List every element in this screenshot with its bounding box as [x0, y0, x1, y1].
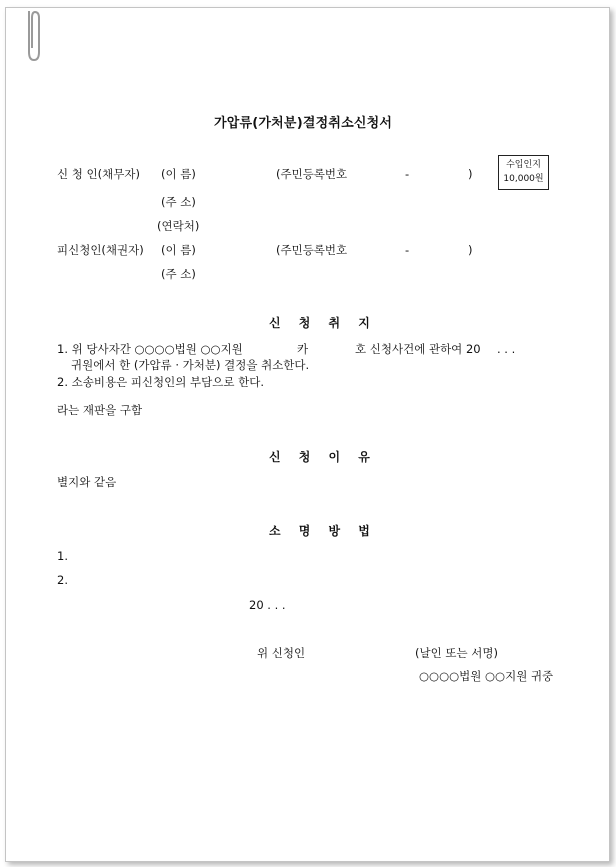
respondent-id-close: ): [468, 243, 473, 257]
footer-addressee: ○○○○법원 ○○지원 귀중: [419, 669, 554, 683]
document-title: 가압류(가처분)결정취소신청서: [214, 116, 393, 131]
respondent-role: 피신청인(채권자): [57, 243, 144, 257]
footer-date: 20 . . .: [249, 598, 286, 612]
purpose-heading: 신 청 취 지: [269, 316, 377, 330]
respondent-address-label: (주 소): [161, 267, 196, 281]
evidence-item1: 1.: [57, 549, 68, 563]
applicant-address-label: (주 소): [161, 195, 196, 209]
purpose-item1-date-dots: . . .: [497, 342, 516, 356]
reason-text: 별지와 같음: [57, 475, 117, 489]
stamp-amount: 10,000원: [503, 174, 544, 184]
respondent-id-label: (주민등록번호: [276, 243, 348, 257]
document-page: [5, 7, 610, 862]
purpose-item2: 2. 소송비용은 피신청인의 부담으로 한다.: [57, 375, 264, 389]
purpose-item1-text: 1. 위 당사자간 ○○○○법원 ○○지원: [57, 342, 243, 356]
applicant-role: 신 청 인(채무자): [57, 167, 140, 181]
purpose-closing: 라는 재판을 구함: [57, 403, 143, 417]
respondent-id-dash: -: [405, 243, 410, 257]
purpose-item1-case-type: 카: [297, 342, 309, 356]
applicant-name-label: (이 름): [161, 167, 196, 181]
applicant-id-dash: -: [405, 167, 410, 181]
applicant-contact-label: (연락처): [157, 219, 200, 233]
purpose-item1-case-suffix: 호 신청사건에 관하여 20: [355, 342, 481, 356]
evidence-heading: 소 명 방 법: [269, 524, 377, 538]
paperclip-icon: [21, 8, 43, 64]
applicant-id-close: ): [468, 167, 473, 181]
reason-heading: 신 청 이 유: [269, 450, 377, 464]
stamp-label: 수입인지: [506, 160, 541, 170]
footer-seal-label: (날인 또는 서명): [415, 646, 498, 660]
purpose-item1-line2: 귀원에서 한 (가압류 · 가처분) 결정을 취소한다.: [71, 358, 310, 372]
applicant-id-label: (주민등록번호: [276, 167, 348, 181]
respondent-name-label: (이 름): [161, 243, 196, 257]
revenue-stamp-box: [498, 155, 549, 190]
footer-signer-label: 위 신청인: [257, 646, 306, 660]
evidence-item2: 2.: [57, 573, 68, 587]
